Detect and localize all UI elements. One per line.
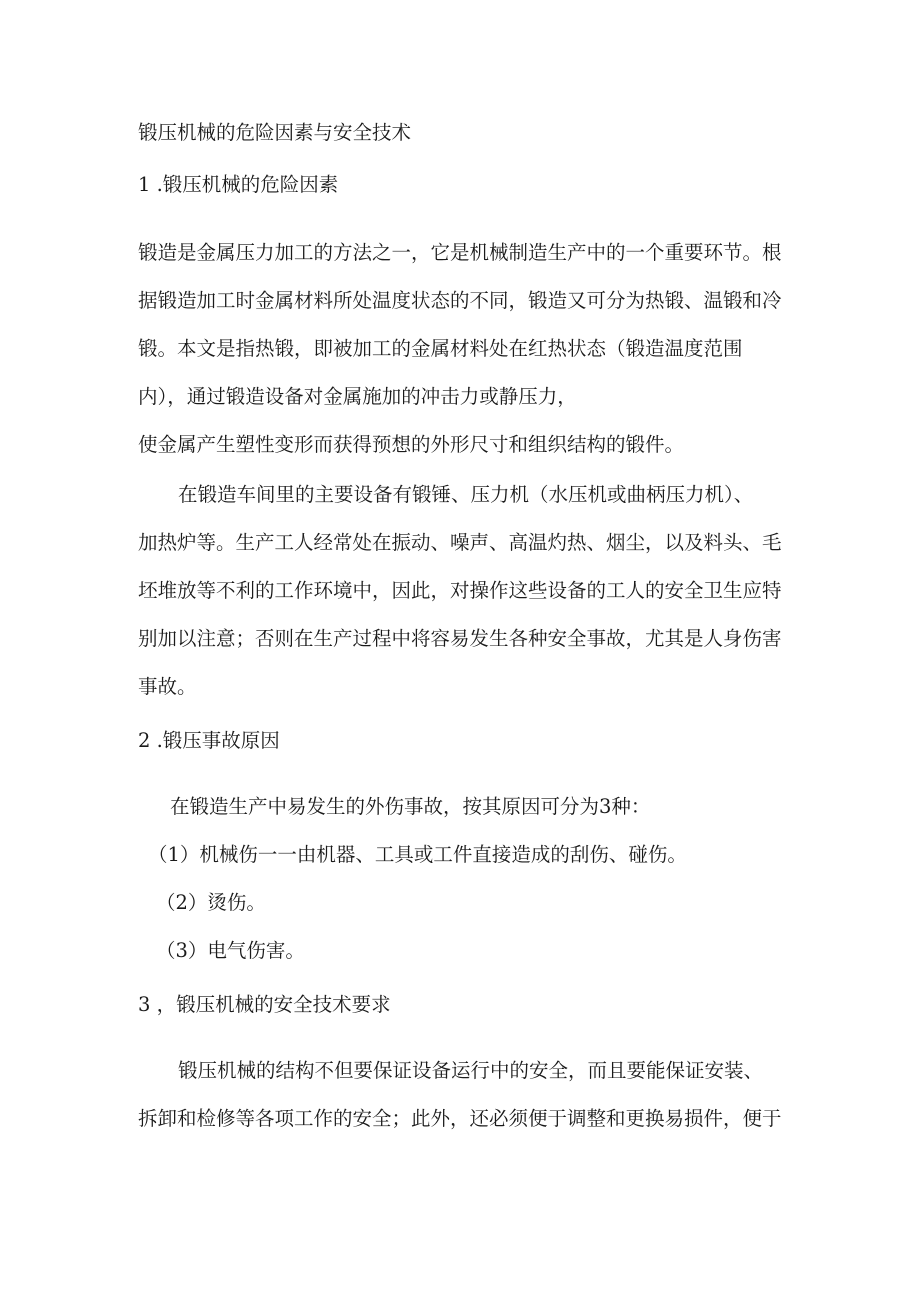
section-1-para-2-line-3: 坯堆放等不利的工作环境中，因此，对操作这些设备的工人的安全卫生应特 [138, 579, 782, 602]
section-1-heading: 1 .锻压机械的危险因素 [138, 173, 339, 196]
section-1-para-1-line-1: 锻造是金属压力加工的方法之一，它是机械制造生产中的一个重要环节。根 [138, 241, 782, 264]
section-2-heading: 2 .锻压事故原因 [138, 729, 280, 752]
section-1-para-2-line-2: 加热炉等。生产工人经常处在振动、噪声、高温灼热、烟尘，以及料头、毛 [138, 531, 782, 554]
section-3-para-line-2: 拆卸和检修等各项工作的安全；此外，还必须便于调整和更换易损件，便于 [138, 1107, 782, 1130]
section-2-item-1: （1）机械伤一一由机器、工具或工件直接造成的刮伤、碰伤。 [148, 843, 687, 866]
section-1-para-1-line-2: 据锻造加工时金属材料所处温度状态的不同，锻造又可分为热锻、温锻和冷 [138, 289, 782, 312]
section-1-para-2-line-1: 在锻造车间里的主要设备有锻锤、压力机（水压机或曲柄压力机）、 [178, 483, 754, 506]
section-2-item-3: （3）电气伤害。 [156, 939, 305, 962]
section-1-para-1-line-5: 使金属产生塑性变形而获得预想的外形尺寸和组织结构的锻件。 [138, 433, 685, 456]
section-2-intro: 在锻造生产中易发生的外伤事故，按其原因可分为3种： [170, 795, 651, 818]
document-title: 锻压机械的危险因素与安全技术 [138, 121, 412, 144]
section-1-para-1-line-4: 内），通过锻造设备对金属施加的冲击力或静压力， [138, 385, 577, 408]
section-3-para-line-1: 锻压机械的结构不但要保证设备运行中的安全，而且要能保证安装、 [178, 1059, 764, 1082]
section-2-item-2: （2）烫伤。 [156, 891, 266, 914]
section-3-heading: 3 ，锻压机械的安全技术要求 [138, 993, 391, 1016]
section-1-para-2-line-5: 事故。 [138, 675, 197, 698]
section-1-para-1-line-3: 锻。本文是指热锻，即被加工的金属材料处在红热状态（锻造温度范围 [138, 337, 743, 360]
section-1-para-2-line-4: 别加以注意；否则在生产过程中将容易发生各种安全事故，尤其是人身伤害 [138, 627, 782, 650]
